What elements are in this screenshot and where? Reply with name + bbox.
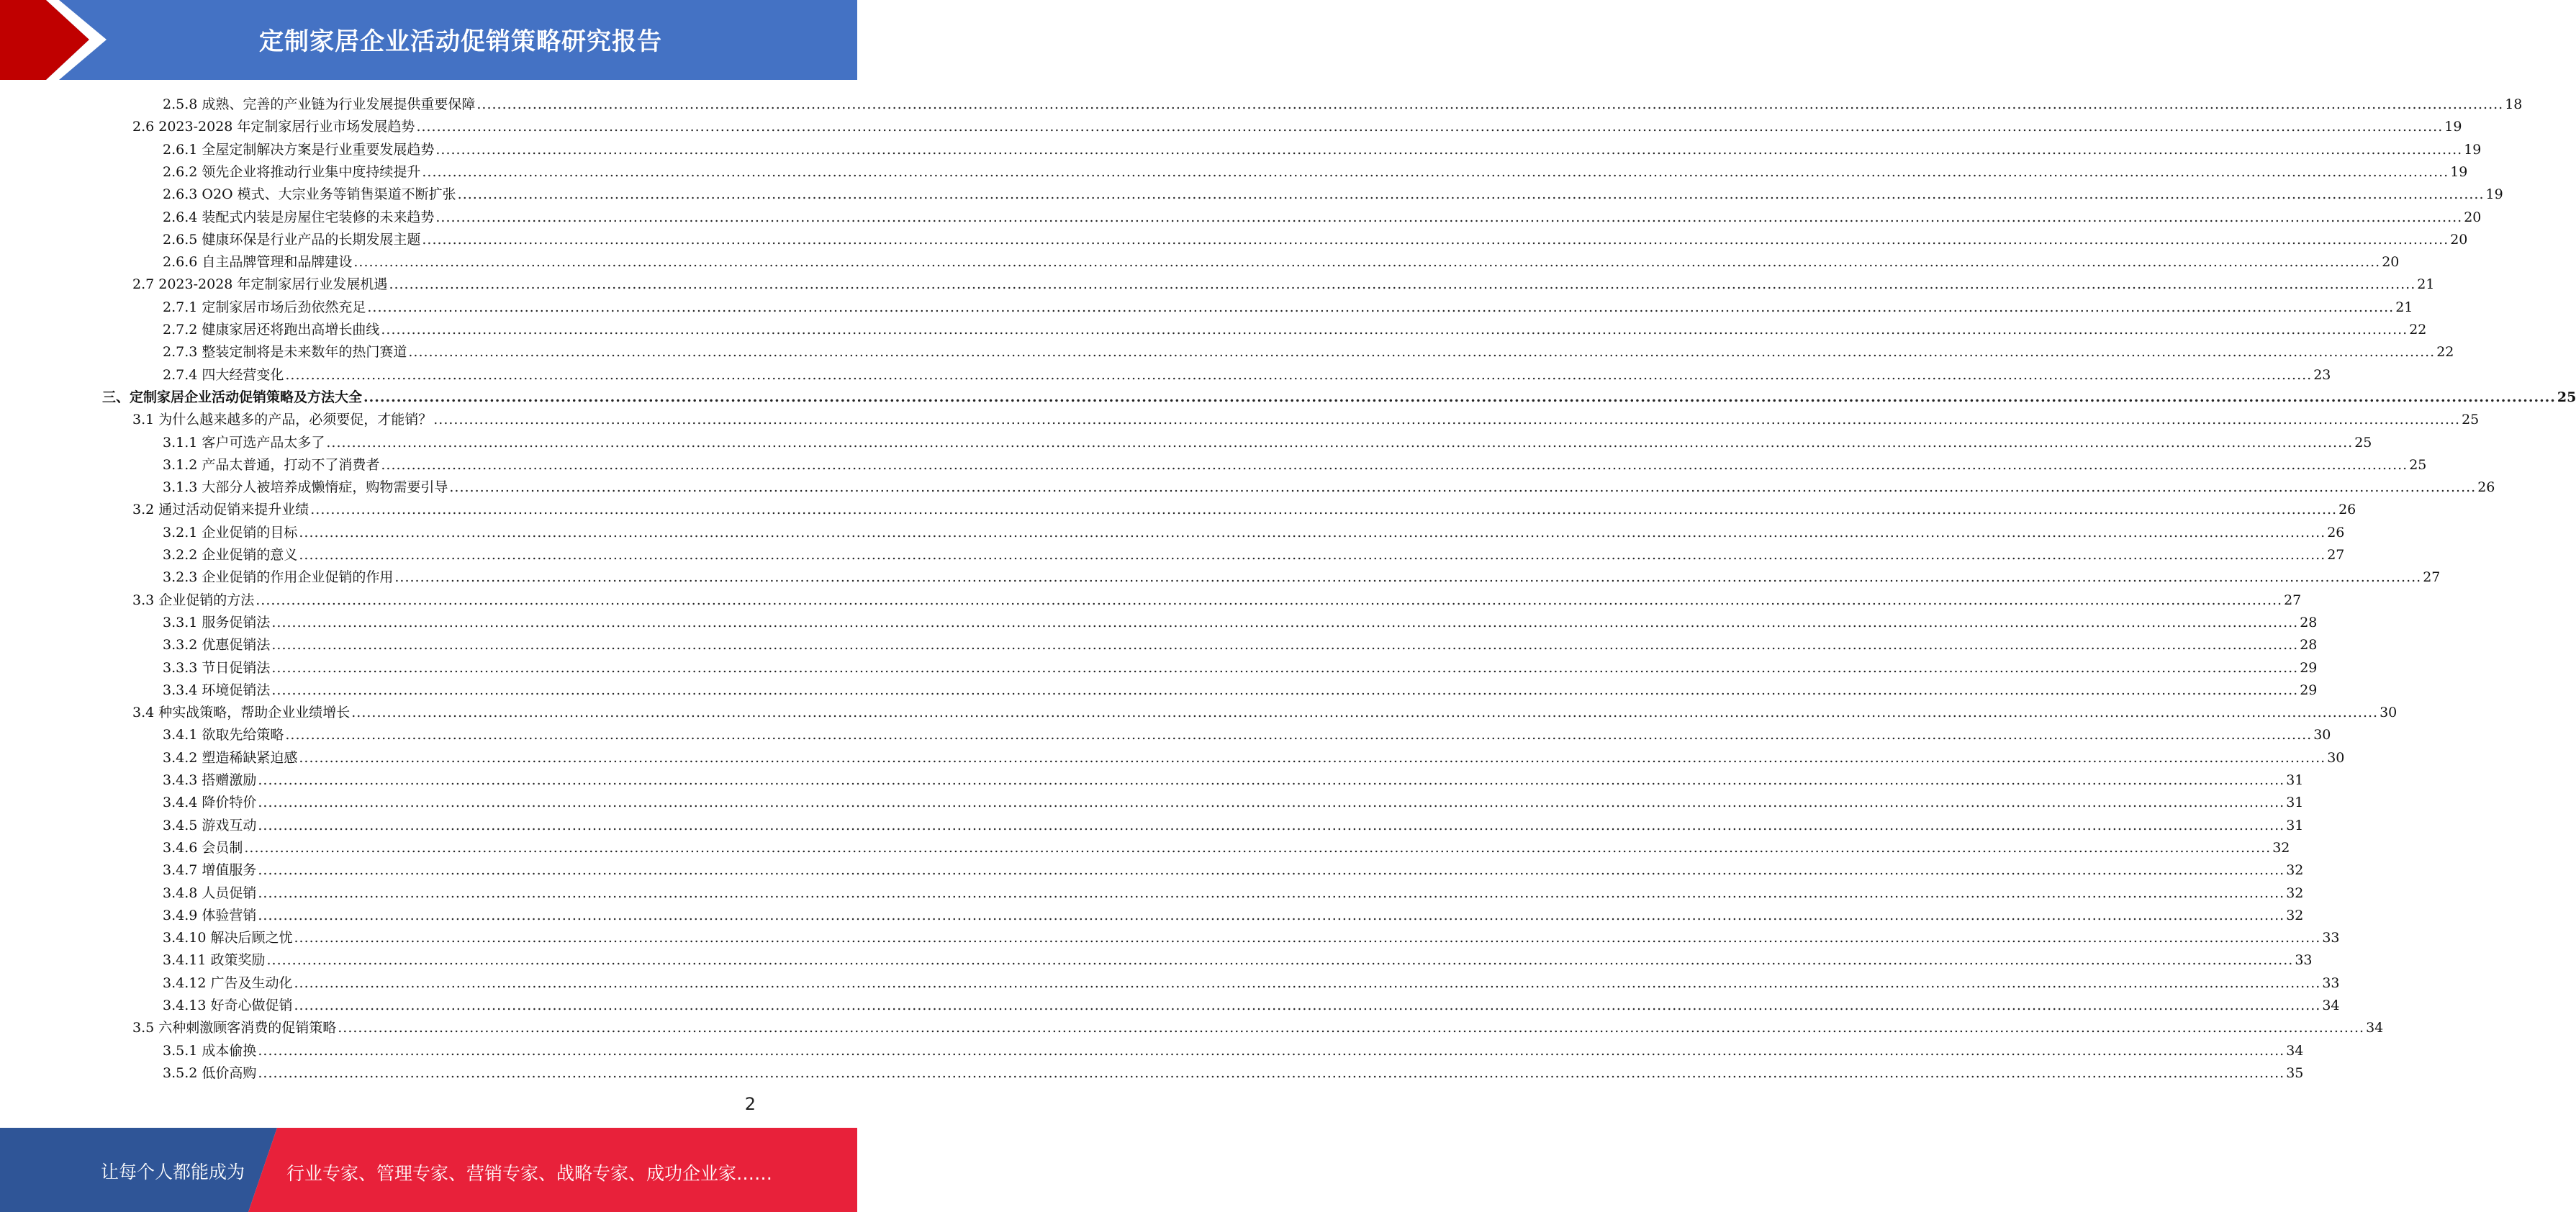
toc-entry-page: 33	[2322, 930, 2340, 946]
toc-entry[interactable]	[163, 722, 2331, 743]
toc-entry-label: 3.5.2 低价高购	[163, 1064, 257, 1081]
toc-entry-page: 25	[2409, 456, 2427, 473]
toc-entry-page: 28	[2300, 637, 2318, 654]
toc-entry-page: 21	[2395, 299, 2413, 315]
toc-leader-dots: ................................................................................................................................................................................................................................................................................................................................................................................................................	[351, 705, 2379, 721]
toc-leader-dots: ................................................................................................................................................................................................................................................................................................................................................................................................................	[271, 637, 2299, 654]
toc-entry[interactable]	[163, 947, 2313, 969]
toc-entry-label: 2.6.4 装配式内装是房屋住宅装修的未来趋势	[163, 209, 435, 225]
toc-leader-dots: ................................................................................................................................................................................................................................................................................................................................................................................................................	[299, 524, 2326, 541]
toc-entry-page: 30	[2327, 749, 2345, 766]
toc-entry-page: 23	[2313, 366, 2331, 383]
toc-entry-page: 26	[2477, 479, 2495, 496]
toc-entry[interactable]	[163, 430, 2372, 451]
toc-entry-page: 34	[2366, 1020, 2384, 1036]
toc-entry-page: 30	[2380, 705, 2398, 721]
toc-entry[interactable]	[163, 1038, 2304, 1059]
toc-entry-label: 3.4.12 广告及生动化	[163, 974, 293, 991]
toc-entry-label: 3.3 企业促销的方法	[132, 592, 255, 608]
toc-entry-label: 2.7.4 四大经营变化	[163, 366, 284, 383]
page-header	[0, 0, 857, 80]
toc-entry[interactable]	[102, 384, 2576, 406]
toc-entry[interactable]	[132, 271, 2435, 293]
toc-leader-dots: ................................................................................................................................................................................................................................................................................................................................................................................................................	[285, 727, 2313, 743]
toc-entry-label: 3.3.2 优惠促销法	[163, 637, 271, 654]
toc-leader-dots: ................................................................................................................................................................................................................................................................................................................................................................................................................	[266, 952, 2294, 969]
toc-leader-dots: ................................................................................................................................................................................................................................................................................................................................................................................................................	[258, 772, 2285, 788]
toc-leader-dots: ................................................................................................................................................................................................................................................................................................................................................................................................................	[476, 96, 2504, 112]
toc-entry[interactable]	[163, 159, 2468, 181]
toc-leader-dots: ................................................................................................................................................................................................................................................................................................................................................................................................................	[326, 434, 2354, 451]
toc-entry[interactable]	[163, 317, 2427, 338]
toc-entry[interactable]	[163, 204, 2482, 226]
toc-entry[interactable]	[163, 745, 2345, 766]
toc-entry-label: 3.1.1 客户可选产品太多了	[163, 434, 325, 451]
toc-entry[interactable]	[163, 813, 2304, 834]
toc-entry-label: 3.1 为什么越来越多的产品，必须要促，才能销？	[132, 412, 433, 428]
toc-entry[interactable]	[163, 677, 2318, 699]
toc-entry[interactable]	[132, 407, 2480, 428]
toc-entry[interactable]	[163, 362, 2331, 384]
toc-entry[interactable]	[132, 587, 2302, 609]
toc-entry-label: 3.1.2 产品太普通，打动不了消费者	[163, 456, 380, 473]
toc-entry-label: 2.6 2023-2028 年定制家居行业市场发展趋势	[132, 119, 415, 135]
page-footer	[0, 1128, 857, 1212]
toc-entry-page: 18	[2505, 96, 2523, 112]
toc-leader-dots: ................................................................................................................................................................................................................................................................................................................................................................................................................	[299, 547, 2326, 563]
toc-leader-dots: ................................................................................................................................................................................................................................................................................................................................................................................................................	[294, 998, 2321, 1013]
toc-entry-page: 32	[2272, 839, 2290, 856]
toc-entry-page: 32	[2286, 885, 2304, 901]
toc-entry[interactable]	[163, 767, 2304, 789]
toc-entry[interactable]	[163, 137, 2482, 158]
document-title: 定制家居企业活动促销策略研究报告	[259, 27, 662, 56]
toc-leader-dots: ................................................................................................................................................................................................................................................................................................................................................................................................................	[244, 839, 2272, 856]
arrow-chevron-icon	[0, 0, 115, 80]
toc-entry-label: 2.6.5 健康环保是行业产品的长期发展主题	[163, 231, 421, 248]
toc-entry-page: 19	[2485, 186, 2503, 203]
toc-entry-page: 27	[2327, 547, 2345, 563]
page-number: 2	[744, 1094, 756, 1114]
toc-entry-page: 33	[2322, 974, 2340, 991]
toc-entry-page: 31	[2286, 795, 2304, 811]
toc-entry[interactable]	[163, 181, 2503, 203]
toc-entry-page: 25	[2354, 434, 2372, 451]
toc-entry[interactable]	[163, 474, 2495, 496]
toc-leader-dots: ................................................................................................................................................................................................................................................................................................................................................................................................................	[294, 974, 2321, 991]
toc-leader-dots: ................................................................................................................................................................................................................................................................................................................................................................................................................	[258, 862, 2285, 879]
toc-leader-dots: ................................................................................................................................................................................................................................................................................................................................................................................................................	[310, 502, 2338, 518]
toc-leader-dots: ................................................................................................................................................................................................................................................................................................................................................................................................................	[389, 276, 2416, 293]
toc-entry-label: 3.2.2 企业促销的意义	[163, 547, 298, 563]
toc-leader-dots: ................................................................................................................................................................................................................................................................................................................................................................................................................	[256, 592, 2283, 608]
toc-entry-page: 26	[2327, 524, 2345, 541]
toc-entry-label: 3.2 通过活动促销来提升业绩	[132, 502, 309, 518]
toc-entry[interactable]	[163, 294, 2413, 316]
toc-leader-dots: ................................................................................................................................................................................................................................................................................................................................................................................................................	[416, 119, 2444, 135]
toc-entry-label: 3.4.5 游戏互动	[163, 817, 257, 833]
toc-entry[interactable]	[132, 497, 2356, 518]
toc-entry-page: 22	[2436, 344, 2454, 361]
toc-entry-label: 3.4.2 塑造稀缺紧迫感	[163, 749, 298, 766]
toc-entry-page: 31	[2286, 817, 2304, 833]
toc-entry-label: 2.7.3 整装定制将是未来数年的热门赛道	[163, 344, 407, 361]
toc-entry[interactable]	[163, 610, 2318, 631]
toc-entry-page: 29	[2300, 682, 2318, 698]
toc-entry[interactable]	[163, 1060, 2304, 1082]
toc-entry[interactable]	[132, 1015, 2384, 1036]
footer-slogan-right: 行业专家、管理专家、营销专家、战略专家、成功企业家……	[286, 1163, 773, 1184]
toc-entry-label: 3.4.10 解决后顾之忧	[163, 930, 293, 946]
toc-leader-dots: ................................................................................................................................................................................................................................................................................................................................................................................................................	[363, 389, 2556, 405]
toc-entry-label: 2.5.8 成熟、完善的产业链为行业发展提供重要保障	[163, 96, 476, 112]
toc-entry-label: 3.4.3 搭赠激励	[163, 772, 257, 788]
toc-leader-dots: ................................................................................................................................................................................................................................................................................................................................................................................................................	[271, 614, 2299, 630]
toc-leader-dots: ................................................................................................................................................................................................................................................................................................................................................................................................................	[299, 749, 2326, 766]
toc-entry-label: 3.3.3 节日促销法	[163, 659, 271, 676]
toc-entry[interactable]	[163, 655, 2318, 677]
toc-entry[interactable]	[163, 564, 2441, 586]
toc-leader-dots: ................................................................................................................................................................................................................................................................................................................................................................................................................	[394, 569, 2422, 586]
toc-leader-dots: ................................................................................................................................................................................................................................................................................................................................................................................................................	[435, 209, 2463, 225]
footer-slogan-left: 让每个人都能成为	[101, 1162, 245, 1182]
toc-entry[interactable]	[163, 632, 2318, 654]
toc-entry-page: 19	[2464, 141, 2482, 158]
toc-leader-dots: ................................................................................................................................................................................................................................................................................................................................................................................................................	[435, 141, 2463, 158]
toc-entry-label: 3.4.9 体验营销	[163, 907, 257, 923]
toc-entry[interactable]	[163, 880, 2304, 902]
toc-leader-dots: ................................................................................................................................................................................................................................................................................................................................................................................................................	[258, 1064, 2285, 1081]
toc-entry-label: 3.4 种实战策略，帮助企业业绩增长	[132, 705, 351, 721]
toc-entry-page: 32	[2286, 862, 2304, 879]
toc-entry-page: 31	[2286, 772, 2304, 788]
toc-entry-label: 3.4.8 人员促销	[163, 885, 257, 901]
toc-leader-dots: ................................................................................................................................................................................................................................................................................................................................................................................................................	[457, 186, 2485, 203]
toc-leader-dots: ................................................................................................................................................................................................................................................................................................................................................................................................................	[433, 412, 2461, 428]
toc-entry-label: 3.2.3 企业促销的作用企业促销的作用	[163, 569, 394, 586]
toc-leader-dots: ................................................................................................................................................................................................................................................................................................................................................................................................................	[353, 254, 2381, 271]
toc-leader-dots: ................................................................................................................................................................................................................................................................................................................................................................................................................	[271, 659, 2299, 676]
toc-entry-page: 29	[2300, 659, 2318, 676]
toc-entry[interactable]	[163, 903, 2304, 924]
toc-leader-dots: ................................................................................................................................................................................................................................................................................................................................................................................................................	[367, 299, 2395, 315]
toc-entry-label: 2.7.1 定制家居市场后劲依然充足	[163, 299, 366, 315]
toc-entry-label: 3.4.7 增值服务	[163, 862, 257, 879]
toc-entry[interactable]	[163, 970, 2340, 992]
toc-entry-page: 34	[2322, 998, 2340, 1013]
toc-entry-page: 32	[2286, 907, 2304, 923]
toc-entry[interactable]	[163, 452, 2427, 474]
toc-entry-page: 27	[2423, 569, 2441, 586]
toc-entry-page: 28	[2300, 614, 2318, 630]
toc-entry[interactable]	[132, 700, 2398, 721]
toc-entry-label: 3.4.4 降价特价	[163, 795, 257, 811]
toc-leader-dots: ................................................................................................................................................................................................................................................................................................................................................................................................................	[381, 322, 2408, 338]
toc-entry[interactable]	[132, 114, 2462, 135]
toc-entry-label: 3.4.1 欲取先给策略	[163, 727, 284, 743]
toc-entry-label: 2.6.1 全屋定制解决方案是行业重要发展趋势	[163, 141, 435, 158]
toc-entry-label: 三、定制家居企业活动促销策略及方法大全	[102, 389, 363, 405]
toc-entry-page: 20	[2382, 254, 2400, 271]
toc-leader-dots: ................................................................................................................................................................................................................................................................................................................................................................................................................	[338, 1020, 2365, 1036]
toc-entry-page: 35	[2286, 1064, 2304, 1081]
toc-entry-page: 26	[2338, 502, 2356, 518]
toc-leader-dots: ................................................................................................................................................................................................................................................................................................................................................................................................................	[258, 795, 2285, 811]
toc-entry-label: 3.3.4 环境促销法	[163, 682, 271, 698]
toc-entry-page: 25	[2462, 412, 2480, 428]
toc-entry[interactable]	[163, 925, 2340, 946]
toc-entry-label: 3.5 六种刺激顾客消费的促销策略	[132, 1020, 337, 1036]
toc-leader-dots: ................................................................................................................................................................................................................................................................................................................................................................................................................	[294, 930, 2321, 946]
toc-entry[interactable]	[163, 520, 2345, 541]
toc-entry-page: 27	[2284, 592, 2302, 608]
toc-entry-label: 2.6.6 自主品牌管理和品牌建设	[163, 254, 353, 271]
toc-entry[interactable]	[163, 790, 2304, 811]
toc-leader-dots: ................................................................................................................................................................................................................................................................................................................................................................................................................	[285, 366, 2313, 383]
toc-entry-page: 25	[2557, 389, 2576, 405]
toc-leader-dots: ................................................................................................................................................................................................................................................................................................................................................................................................................	[258, 817, 2285, 833]
toc-entry-label: 2.7 2023-2028 年定制家居行业发展机遇	[132, 276, 388, 293]
toc-entry-page: 30	[2313, 727, 2331, 743]
toc-leader-dots: ................................................................................................................................................................................................................................................................................................................................................................................................................	[258, 1042, 2285, 1059]
toc-entry-label: 3.3.1 服务促销法	[163, 614, 271, 630]
toc-entry[interactable]	[163, 857, 2304, 879]
toc-entry-page: 33	[2295, 952, 2313, 969]
toc-entry-label: 2.6.3 O2O 模式、大宗业务等销售渠道不断扩张	[163, 186, 456, 203]
toc-entry-page: 22	[2409, 322, 2427, 338]
toc-entry-page: 20	[2450, 231, 2468, 248]
toc-entry[interactable]	[163, 542, 2345, 564]
toc-entry[interactable]	[163, 835, 2290, 856]
toc-entry[interactable]	[163, 91, 2523, 113]
toc-entry-page: 19	[2450, 163, 2468, 180]
toc-entry-page: 34	[2286, 1042, 2304, 1059]
toc-entry[interactable]	[163, 992, 2340, 1014]
toc-leader-dots: ................................................................................................................................................................................................................................................................................................................................................................................................................	[408, 344, 2436, 361]
toc-entry-label: 2.6.2 领先企业将推动行业集中度持续提升	[163, 163, 421, 180]
toc-entry-label: 3.2.1 企业促销的目标	[163, 524, 298, 541]
toc-leader-dots: ................................................................................................................................................................................................................................................................................................................................................................................................................	[381, 456, 2408, 473]
toc-entry[interactable]	[163, 227, 2468, 248]
toc-entry[interactable]	[163, 249, 2400, 271]
toc-leader-dots: ................................................................................................................................................................................................................................................................................................................................................................................................................	[422, 231, 2449, 248]
toc-leader-dots: ................................................................................................................................................................................................................................................................................................................................................................................................................	[258, 885, 2285, 901]
toc-leader-dots: ................................................................................................................................................................................................................................................................................................................................................................................................................	[258, 907, 2285, 923]
toc-entry-label: 3.4.6 会员制	[163, 839, 243, 856]
toc-entry[interactable]	[163, 339, 2454, 361]
toc-leader-dots: ................................................................................................................................................................................................................................................................................................................................................................................................................	[422, 163, 2449, 180]
toc-entry-page: 21	[2417, 276, 2435, 293]
toc-leader-dots: ................................................................................................................................................................................................................................................................................................................................................................................................................	[271, 682, 2299, 698]
toc-leader-dots: ................................................................................................................................................................................................................................................................................................................................................................................................................	[449, 479, 2477, 496]
toc-entry-page: 19	[2444, 119, 2462, 135]
toc-entry-label: 3.4.13 好奇心做促销	[163, 998, 293, 1013]
toc-entry-label: 3.1.3 大部分人被培养成懒惰症，购物需要引导	[163, 479, 448, 496]
toc-entry-page: 20	[2464, 209, 2482, 225]
toc-entry-label: 3.5.1 成本偷换	[163, 1042, 257, 1059]
toc-entry-label: 3.4.11 政策奖励	[163, 952, 266, 969]
toc-entry-label: 2.7.2 健康家居还将跑出高增长曲线	[163, 322, 380, 338]
